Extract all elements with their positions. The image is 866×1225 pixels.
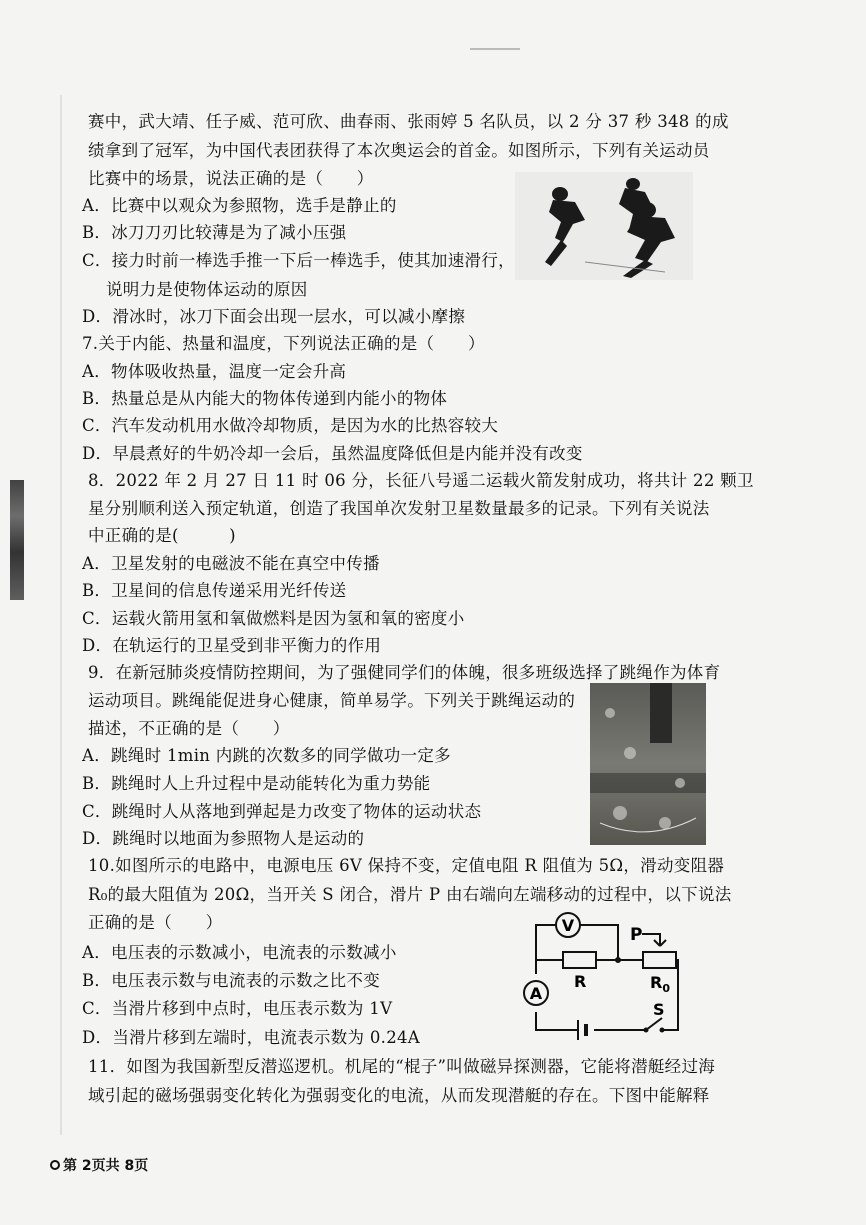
q11-stem-line2: 域引起的磁场强弱变化转化为强弱变化的电流，从而发现潜艇的存在。下图中能解释 <box>88 1086 710 1105</box>
q6-option-c-line1: C．接力时前一棒选手推一下后一棒选手，使其加速滑行， <box>82 251 515 270</box>
resistor-label: R <box>574 972 587 991</box>
q8-stem-line1: 8．2022 年 2 月 27 日 11 时 06 分，长征八号遥二运载火箭发射成功，将共计 22 颗卫 <box>88 471 754 490</box>
q9-option-a: A．跳绳时 1min 内跳的次数多的同学做功一定多 <box>82 746 451 765</box>
q10-option-d: D．当滑片移到左端时，电流表示数为 0.24A <box>82 1028 421 1047</box>
q7-stem: 7.关于内能、热量和温度，下列说法正确的是（ ） <box>82 334 485 353</box>
q8-option-d: D．在轨运行的卫星受到非平衡力的作用 <box>82 636 382 655</box>
scan-mark <box>470 48 520 50</box>
q10-stem-line1: 10.如图所示的电路中，电源电压 6V 保持不变，定值电阻 R 阻值为 5Ω，滑动变阻器 <box>88 856 725 875</box>
ammeter-label: A <box>529 984 543 1003</box>
q6-option-d: D．滑冰时，冰刀下面会出现一层水，可以减小摩擦 <box>82 307 466 326</box>
q9-stem-line3: 描述，不正确的是（ ） <box>88 719 290 738</box>
q8-option-c: C．运载火箭用氢和氧做燃料是因为氢和氧的密度小 <box>82 609 465 628</box>
q6-stem-line3: 比赛中的场景，说法正确的是（ ） <box>88 169 374 188</box>
q7-option-b: B．热量总是从内能大的物体传递到内能小的物体 <box>82 389 448 408</box>
q8-stem-line2: 星分别顺利送入预定轨道，创造了我国单次发射卫星数量最多的记录。下列有关说法 <box>88 499 710 518</box>
q10-option-b: B．电压表示数与电流表的示数之比不变 <box>82 971 381 990</box>
circuit-diagram <box>518 912 696 1042</box>
q11-stem-line1: 11．如图为我国新型反潜巡逻机。机尾的“棍子”叫做磁异探测器，它能将潜艇经过海 <box>88 1057 716 1076</box>
q8-option-a: A．卫星发射的电磁波不能在真空中传播 <box>82 554 380 573</box>
q6-option-a: A．比赛中以观众为参照物，选手是静止的 <box>82 196 397 215</box>
switch-label: S <box>653 1000 665 1019</box>
rheostat-label: $R_0$ <box>650 973 670 995</box>
page-footer <box>50 1155 148 1175</box>
q6-stem-line2: 绩拿到了冠军，为中国代表团获得了本次奥运会的首金。如图所示，下列有关运动员 <box>88 141 710 160</box>
scan-smudge <box>10 480 24 600</box>
speed-skating-photo <box>515 172 693 280</box>
q9-option-c: C．跳绳时人从落地到弹起是力改变了物体的运动状态 <box>82 802 482 821</box>
q9-option-b: B．跳绳时人上升过程中是动能转化为重力势能 <box>82 774 431 793</box>
q10-stem-line3: 正确的是（ ） <box>88 913 223 932</box>
q7-option-c: C．汽车发动机用水做冷却物质，是因为水的比热容较大 <box>82 416 499 435</box>
q6-option-c-line2: 说明力是使物体运动的原因 <box>106 280 308 299</box>
q10-option-c: C．当滑片移到中点时，电压表示数为 1V <box>82 999 393 1018</box>
jump-rope-photo <box>590 683 706 845</box>
q7-option-d: D．早晨煮好的牛奶冷却一会后，虽然温度降低但是内能并没有改变 <box>82 444 583 463</box>
page-number: 第 2页共 8页 <box>63 1158 149 1174</box>
binding-margin <box>60 95 62 1135</box>
q9-stem-line1: 9．在新冠肺炎疫情防控期间，为了强健同学们的体魄，很多班级选择了跳绳作为体育 <box>88 663 721 682</box>
q10-option-a: A．电压表的示数减小，电流表的示数减小 <box>82 943 397 962</box>
voltmeter-label: V <box>561 916 575 935</box>
switch-blade <box>646 1018 662 1030</box>
q10-stem-line2: R₀的最大阻值为 20Ω，当开关 S 闭合，滑片 P 由右端向左端移动的过程中，以下说法 <box>88 885 732 904</box>
q7-option-a: A．物体吸收热量，温度一定会升高 <box>82 362 347 381</box>
q6-option-b: B．冰刀刀刃比较薄是为了减小压强 <box>82 223 347 242</box>
slider-label: P <box>630 925 643 945</box>
q8-option-b: B．卫星间的信息传递采用光纤传送 <box>82 581 347 600</box>
q9-stem-line2: 运动项目。跳绳能促进身心健康，简单易学。下列关于跳绳运动的 <box>88 691 576 710</box>
q8-stem-line3: 中正确的是( ) <box>88 526 236 545</box>
q6-stem-line1: 赛中，武大靖、任子威、范可欣、曲春雨、张雨婷 5 名队员，以 2 分 37 秒 348 的成 <box>88 112 729 131</box>
q9-option-d: D．跳绳时以地面为参照物人是运动的 <box>82 829 365 848</box>
footer-circle-icon <box>50 1160 60 1170</box>
